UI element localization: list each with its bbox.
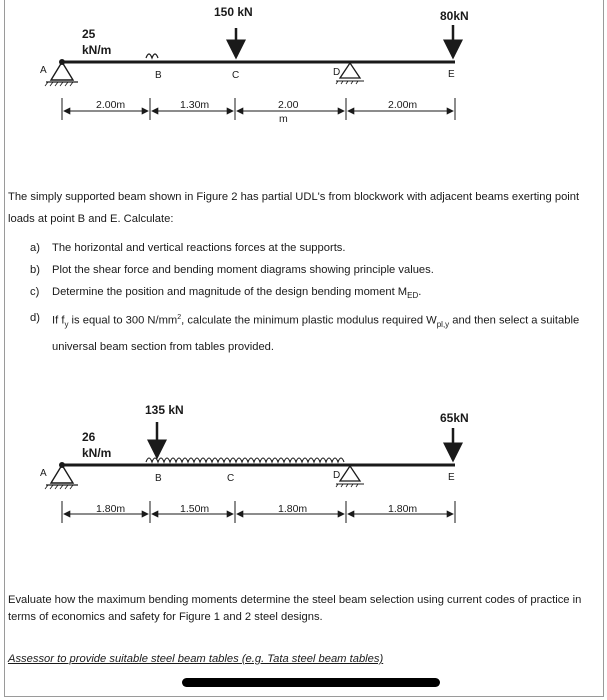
point-c-label: C bbox=[227, 473, 235, 484]
span-de-label: 1.80m bbox=[388, 503, 418, 515]
question-intro: The simply supported beam shown in Figure 2 has partial UDL's from blockwork with adjacent beams exerting point loads at point B and E. Calculate: bbox=[8, 191, 580, 225]
udl-value: 26 bbox=[82, 430, 96, 444]
item-label: a) bbox=[30, 242, 40, 254]
point-e-label: E bbox=[448, 472, 455, 483]
udl-loops bbox=[146, 458, 344, 462]
point-e-label: E bbox=[448, 69, 455, 80]
home-indicator-bar bbox=[182, 678, 440, 687]
span-bc-label: 1.30m bbox=[180, 99, 210, 111]
point-b-label: B bbox=[155, 473, 162, 484]
load-e-label: 65kN bbox=[440, 411, 469, 425]
item-text: Determine the position and magnitude of the design bending moment $M_{ED}$. bbox=[52, 286, 422, 301]
point-d-label: D bbox=[333, 67, 341, 78]
point-a-label: A bbox=[40, 468, 47, 479]
figure-1-beam-diagram bbox=[0, 0, 607, 135]
span-cd-label: 2.00 bbox=[278, 99, 299, 111]
list-item bbox=[30, 259, 600, 281]
udl-unit: kN/m bbox=[82, 446, 112, 460]
list-item bbox=[30, 307, 600, 336]
list-item-continuation bbox=[30, 336, 600, 358]
span-de-label: 2.00m bbox=[388, 99, 418, 111]
item-text-continuation: universal beam section from tables provided. bbox=[52, 341, 274, 354]
span-cd-unit: m bbox=[279, 113, 288, 125]
item-label: c) bbox=[30, 286, 40, 298]
item-label: d) bbox=[30, 312, 40, 325]
load-c-label: 150 kN bbox=[214, 5, 253, 19]
span-ab-label: 2.00m bbox=[96, 99, 126, 111]
figure-2-beam-diagram bbox=[0, 395, 607, 530]
list-item bbox=[30, 281, 600, 307]
item-text: If $f_y$ is equal to 300 $N/mm^2$, calculate the minimum plastic modulus required $W_{pl,y}$ and then select a suitable bbox=[52, 314, 580, 330]
evaluate-text: Evaluate how the maximum bending moments determine the steel beam selection using current codes of practice in terms of economics and safety for Figure 1 and 2 steel designs. bbox=[8, 594, 582, 623]
udl-symbol bbox=[146, 54, 158, 58]
span-ab-label: 1.80m bbox=[96, 503, 126, 515]
item-text: The horizontal and vertical reactions forces at the supports. bbox=[52, 242, 346, 254]
span-cd-label: 1.80m bbox=[278, 503, 308, 515]
assessor-note: Assessor to provide suitable steel beam tables (e.g. Tata steel beam tables) bbox=[8, 653, 384, 665]
item-text: Plot the shear force and bending moment diagrams showing principle values. bbox=[52, 264, 434, 276]
span-bc-label: 1.50m bbox=[180, 503, 210, 515]
udl-unit: kN/m bbox=[82, 43, 112, 57]
point-b-label: B bbox=[155, 70, 162, 81]
point-a-label: A bbox=[40, 65, 47, 76]
udl-value: 25 bbox=[82, 27, 96, 41]
load-b-label: 135 kN bbox=[145, 403, 184, 417]
item-label: b) bbox=[30, 264, 40, 276]
question-list bbox=[30, 237, 600, 358]
point-d-label: D bbox=[333, 470, 341, 481]
load-e-label: 80kN bbox=[440, 9, 469, 23]
list-item bbox=[30, 237, 600, 259]
point-c-label: C bbox=[232, 70, 240, 81]
